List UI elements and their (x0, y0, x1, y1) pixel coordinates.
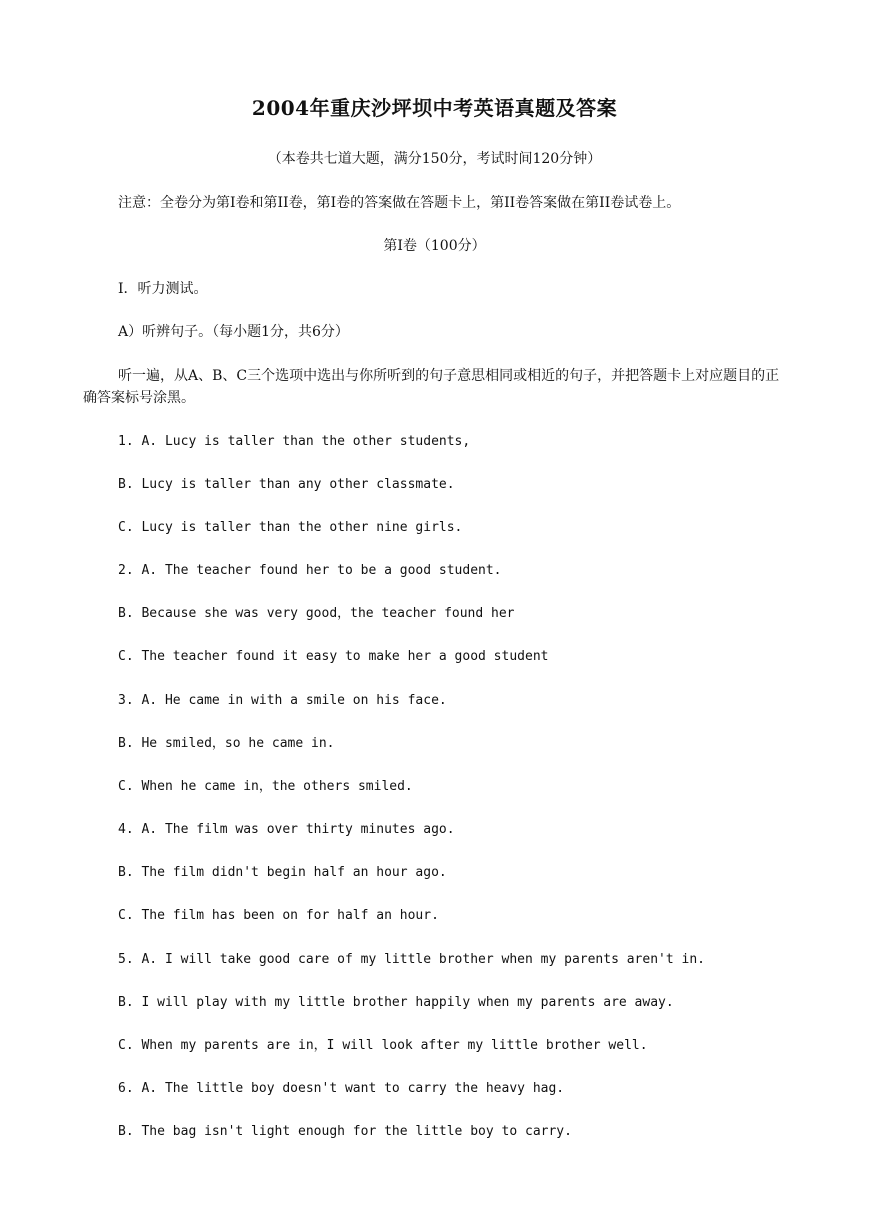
question-3-option-a: 3. A. He came in with a smile on his face. (118, 693, 447, 708)
question-4-option-c: C. The film has been on for half an hour. (118, 908, 439, 923)
question-1-option-b: B. Lucy is taller than any other classmate. (118, 477, 455, 492)
question-2-option-c: C. The teacher found it easy to make her a good student (118, 649, 549, 664)
question-4-option-b: B. The film didn't begin half an hour ago. (118, 865, 447, 880)
notice: 注意：全卷分为第I卷和第II卷，第I卷的答案做在答题卡上，第II卷答案做在第II卷试卷上。 (118, 195, 681, 211)
exam-info: （本卷共七道大题，满分150分，考试时间120分钟） (267, 151, 602, 167)
document-title: 2004年重庆沙坪坝中考英语真题及答案 (251, 96, 618, 120)
question-5-option-b: B. I will play with my little brother happily when my parents are away. (118, 995, 674, 1010)
question-5-option-a: 5. A. I will take good care of my little brother when my parents aren't in. (118, 952, 705, 967)
question-2-option-a: 2. A. The teacher found her to be a good student. (118, 563, 502, 578)
question-2-option-b: B. Because she was very good，the teacher found her (118, 606, 515, 621)
question-1-option-c: C. Lucy is taller than the other nine girls. (118, 520, 463, 535)
question-6-option-a: 6. A. The little boy doesn't want to carry the heavy hag. (118, 1081, 565, 1096)
question-3-option-b: B. He smiled，so he came in. (118, 736, 335, 751)
question-4-option-a: 4. A. The film was over thirty minutes ago. (118, 822, 455, 837)
question-5-option-c: C. When my parents are in，I will look after my little brother well. (118, 1038, 648, 1053)
subsection-heading: A）听辨句子。（每小题1分，共6分） (118, 324, 349, 340)
section-heading: I．听力测试。 (118, 281, 208, 297)
question-3-option-c: C. When he came in，the others smiled. (118, 779, 413, 794)
question-6-option-b: B. The bag isn't light enough for the little boy to carry. (118, 1124, 572, 1139)
part-heading: 第I卷（100分） (383, 238, 486, 254)
question-1-option-a: 1. A. Lucy is taller than the other students, (118, 434, 471, 449)
instruction-paragraph: 听一遍，从A、B、C三个选项中选出与你所听到的句子意思相同或相近的句子，并把答题卡上对应题目的正确答案标号涂黑。 (83, 368, 780, 406)
